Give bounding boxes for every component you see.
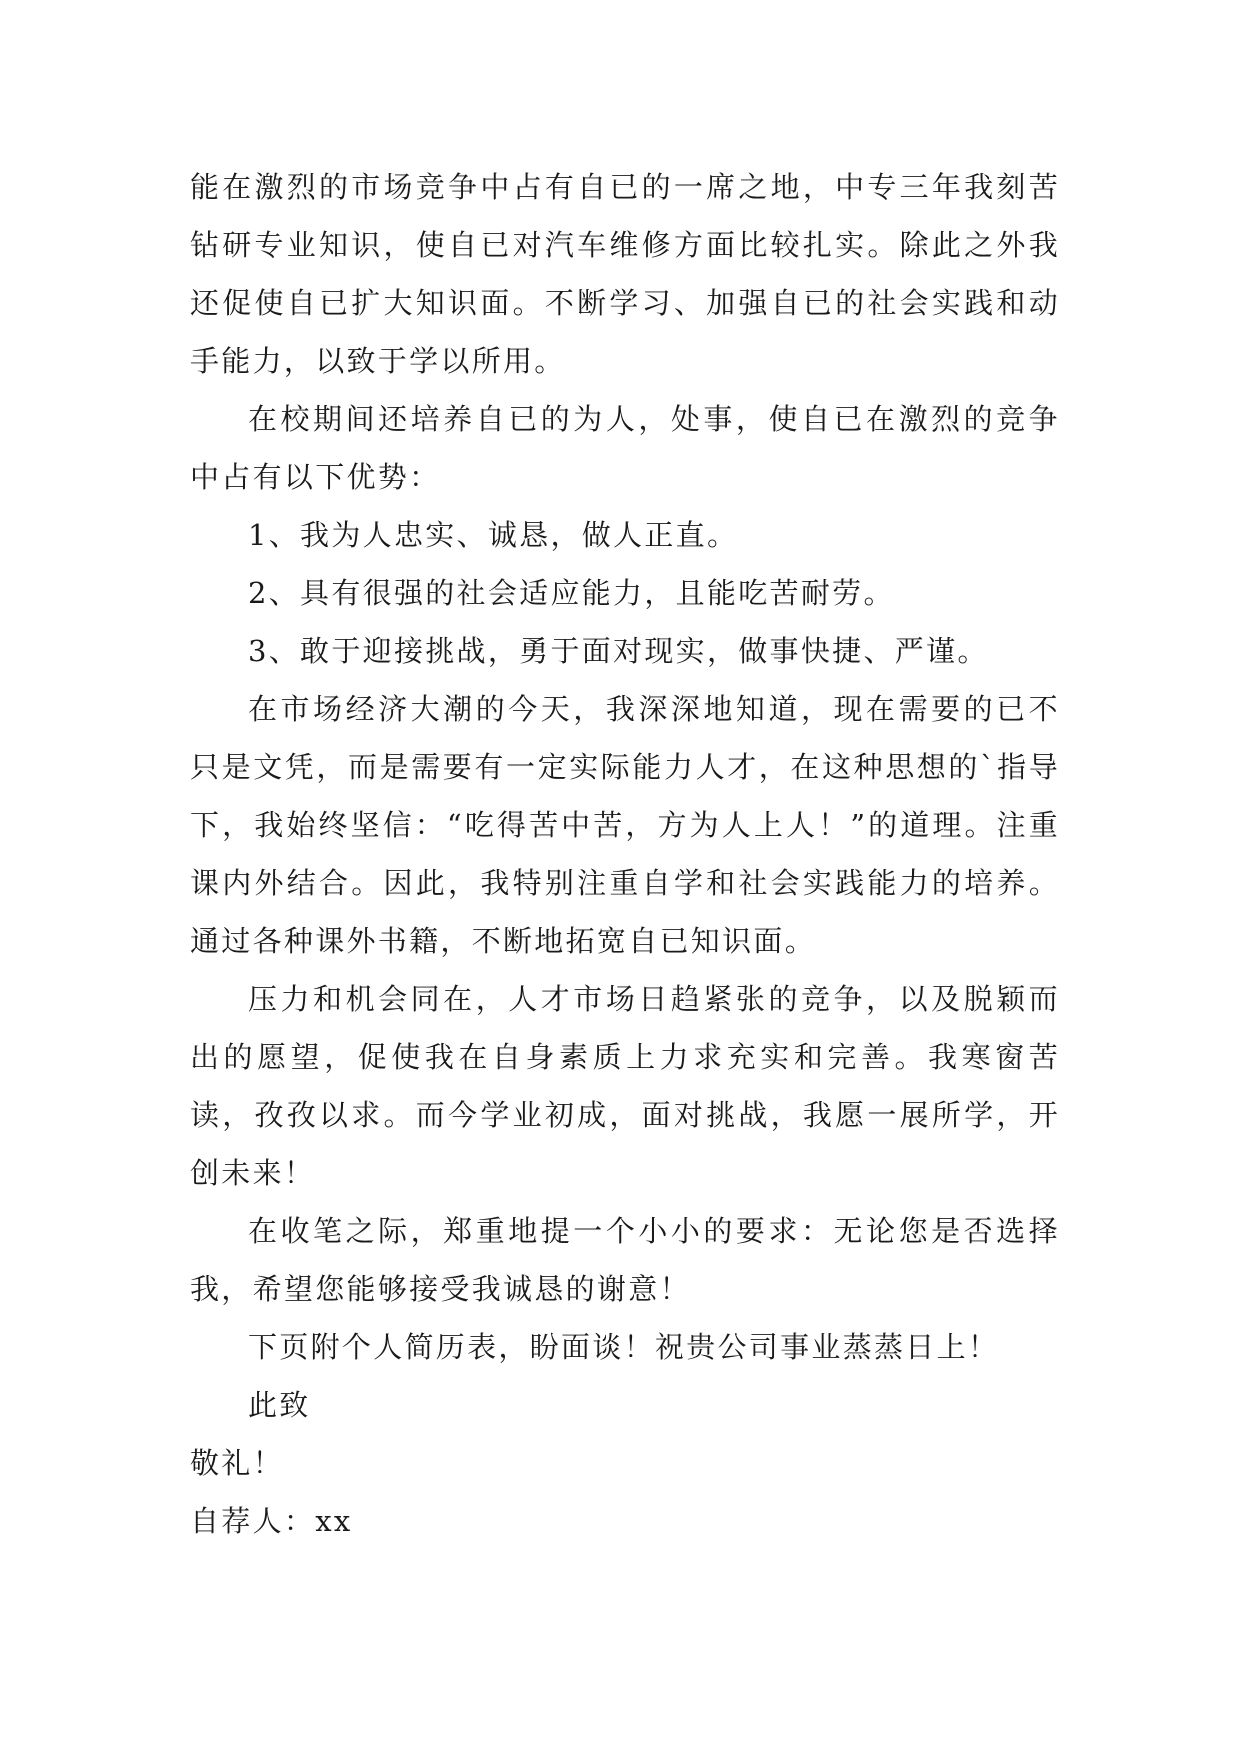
paragraph-closing-request: 在收笔之际，郑重地提一个小小的要求：无论您是否选择我，希望您能够接受我诚恳的谢意！	[190, 1214, 1060, 1306]
list-item-2: 2、具有很强的社会适应能力，且能吃苦耐劳。	[248, 576, 895, 610]
paragraph-intro: 能在激烈的市场竞争中占有自已的一席之地，中专三年我刻苦钻研专业知识，使自已对汽车维修方面比较扎实。除此之外我还促使自已扩大知识面。不断学习、加强自已的社会实践和动手能力，以致于学以所用。	[190, 170, 1060, 378]
salutation-cizhi: 此致	[248, 1388, 311, 1422]
list-item-1: 1、我为人忠实、诚恳，做人正直。	[248, 518, 739, 552]
paragraph-attachment-note: 下页附个人简历表，盼面谈！祝贵公司事业蒸蒸日上！	[248, 1330, 1000, 1364]
list-item-3: 3、敢于迎接挑战，勇于面对现实，做事快捷、严谨。	[248, 634, 989, 668]
salutation-jingli: 敬礼！	[190, 1446, 284, 1480]
paragraph-pressure-opportunity: 压力和机会同在，人才市场日趋紧张的竞争，以及脱颖而出的愿望，促使我在自身素质上力求充实和完善。我寒窗苦读，孜孜以求。而今学业初成，面对挑战，我愿一展所学，开创未来！	[190, 982, 1060, 1190]
paragraph-advantages-intro: 在校期间还培养自已的为人，处事，使自已在激烈的竞争中占有以下优势：	[190, 402, 1060, 494]
signature-line: 自荐人：xx	[190, 1504, 353, 1538]
paragraph-market-economy: 在市场经济大潮的今天，我深深地知道，现在需要的已不只是文凭，而是需要有一定实际能力人才，在这种思想的`指导下，我始终坚信：“吃得苦中苦，方为人上人！”的道理。注重课内外结合。因此，我特别注重自学和社会实践能力的培养。通过各种课外书籍，不断地拓宽自已知识面。	[190, 692, 1060, 958]
letter-body	[190, 158, 1060, 1550]
